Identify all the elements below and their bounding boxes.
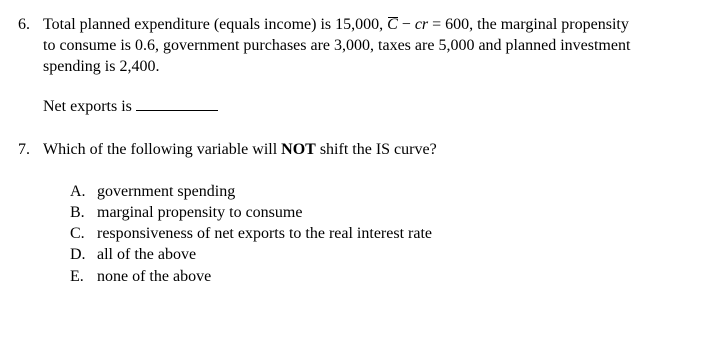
question-7-text — [43, 141, 437, 159]
option-c — [70, 225, 432, 243]
option-letter: C. — [70, 225, 85, 242]
question-6-line-1-suffix: = 600, the marginal propensity — [428, 16, 629, 33]
question-7-text-before: Which of the following variable will — [43, 141, 282, 158]
question-6-line-1-prefix: Total planned expenditure (equals income) is 15,000, — [43, 16, 384, 33]
minus-sign: − — [397, 16, 415, 33]
option-text: government spending — [97, 183, 236, 200]
option-text: all of the above — [97, 246, 197, 263]
question-7-number: 7. — [18, 141, 30, 158]
question-7-emphasis: NOT — [281, 141, 316, 158]
autonomous-consumption-symbol: C — [387, 16, 398, 33]
option-text: marginal propensity to consume — [97, 204, 303, 221]
option-text: responsiveness of net exports to the real interest rate — [97, 225, 432, 242]
option-d — [70, 246, 196, 264]
option-a — [70, 183, 235, 201]
option-e — [70, 268, 211, 286]
option-letter: D. — [70, 246, 86, 263]
option-letter: A. — [70, 183, 86, 200]
net-exports-prompt — [43, 98, 218, 116]
cr-symbol: cr — [414, 16, 429, 33]
option-letter: B. — [70, 204, 85, 221]
question-6-line-3: spending is 2,400. — [43, 58, 160, 75]
option-letter: E. — [70, 268, 84, 285]
answer-blank — [136, 98, 218, 111]
net-exports-label: Net exports is — [43, 98, 132, 115]
question-6-line-2: to consume is 0.6, government purchases are 3,000, taxes are 5,000 and planned investment — [43, 37, 631, 54]
option-text: none of the above — [97, 268, 212, 285]
question-6-number: 6. — [18, 16, 30, 33]
question-7-text-after: shift the IS curve? — [315, 141, 437, 158]
option-b — [70, 204, 302, 222]
question-6-line-1 — [43, 16, 629, 34]
